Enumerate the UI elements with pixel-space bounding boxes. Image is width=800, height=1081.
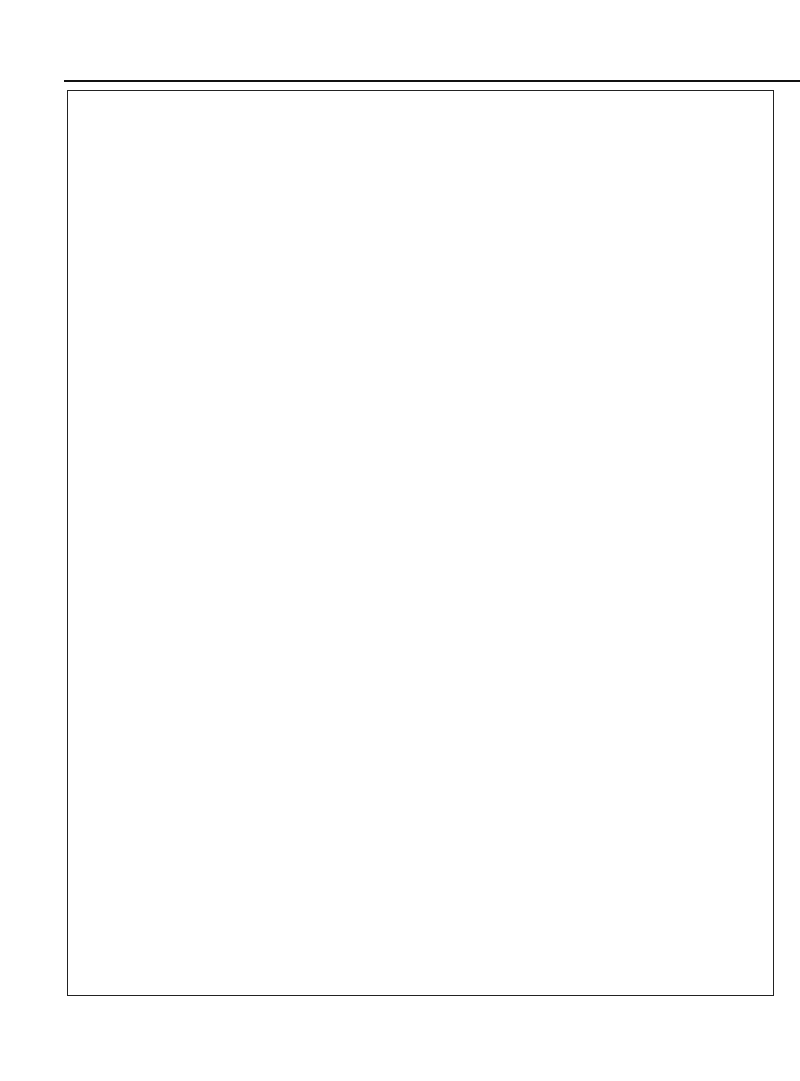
header-rule bbox=[64, 80, 800, 82]
wiring-diagram bbox=[67, 90, 774, 996]
